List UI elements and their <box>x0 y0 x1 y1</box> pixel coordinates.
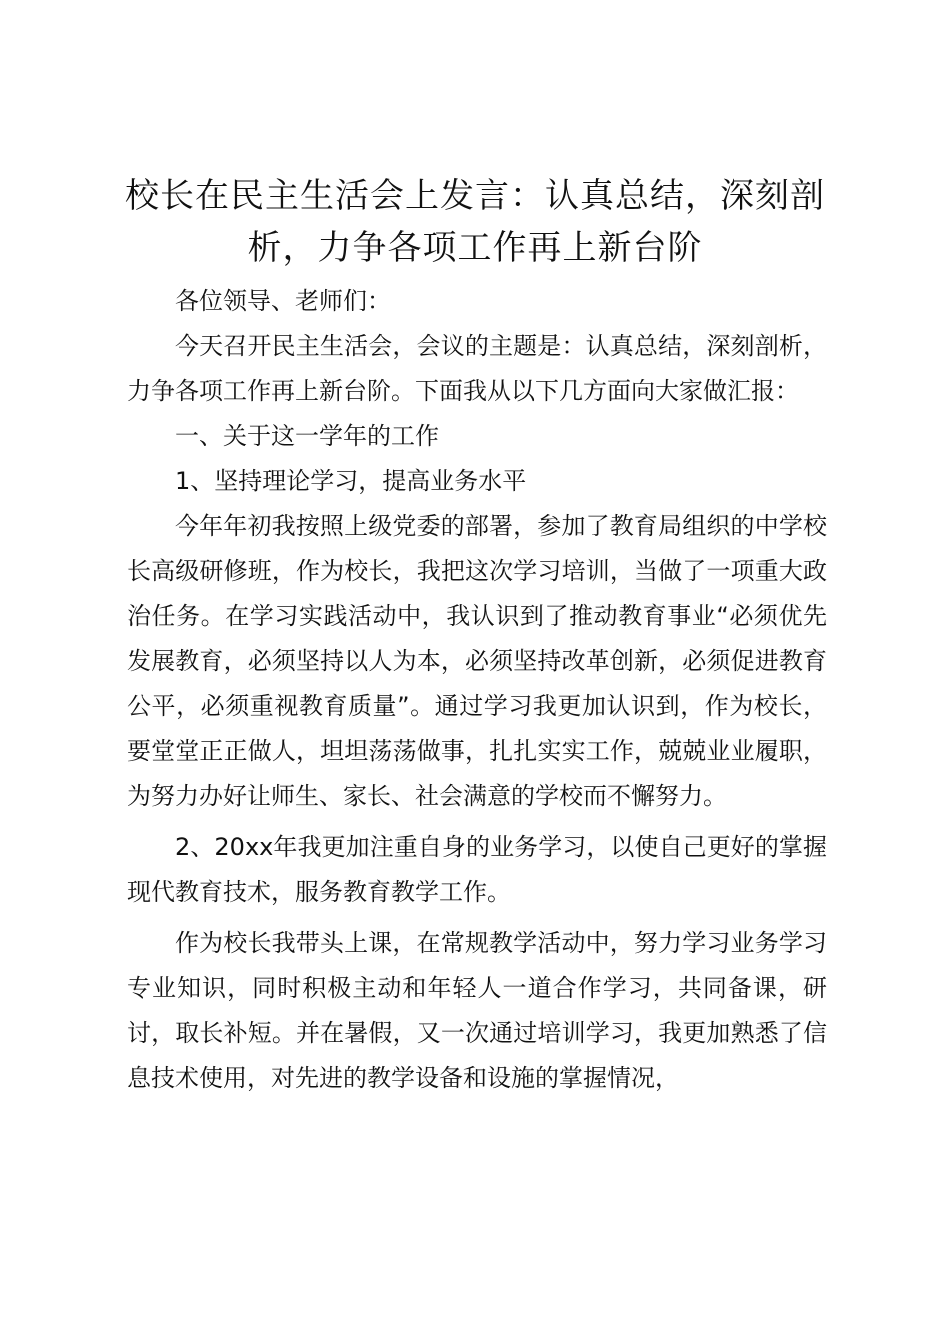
subsection-heading: 1、坚持理论学习，提高业务水平 <box>175 467 527 495</box>
section-heading: 一、关于这一学年的工作 <box>175 422 439 450</box>
body-paragraph: 今年年初我按照上级党委的部署，参加了教育局组织的中学校长高级研修班，作为校长，我把这次学习培训，当做了一项重大政治任务。在学习实践活动中，我认识到了推动教育事业“必须优先发展教育，必须坚持以人为本，必须坚持改革创新，必须促进教育公平，必须重视教育质量”。通过学习我更加认识到，作为校长，要堂堂正正做人，坦坦荡荡做事，扎扎实实工作，兢兢业业履职，为努力办好让师生、家长、社会满意的学校而不懈努力。 <box>127 512 827 810</box>
document-title: 校长在民主生活会上发言：认真总结，深刻剖析，力争各项工作再上新台阶 <box>125 176 825 268</box>
body-paragraph: 今天召开民主生活会，会议的主题是：认真总结，深刻剖析，力争各项工作再上新台阶。下面我从以下几方面向大家做汇报： <box>127 332 827 405</box>
document-body <box>127 279 827 1101</box>
salutation: 各位领导、老师们： <box>175 287 391 315</box>
body-paragraph: 作为校长我带头上课，在常规教学活动中，努力学习业务学习专业知识，同时积极主动和年轻人一道合作学习，共同备课，研讨，取长补短。并在暑假，又一次通过培训学习，我更加熟悉了信息技术使用，对先进的教学设备和设施的掌握情况， <box>127 929 827 1092</box>
subsection-heading: 2、20xx年我更加注重自身的业务学习，以使自己更好的掌握现代教育技术，服务教育教学工作。 <box>127 833 827 906</box>
